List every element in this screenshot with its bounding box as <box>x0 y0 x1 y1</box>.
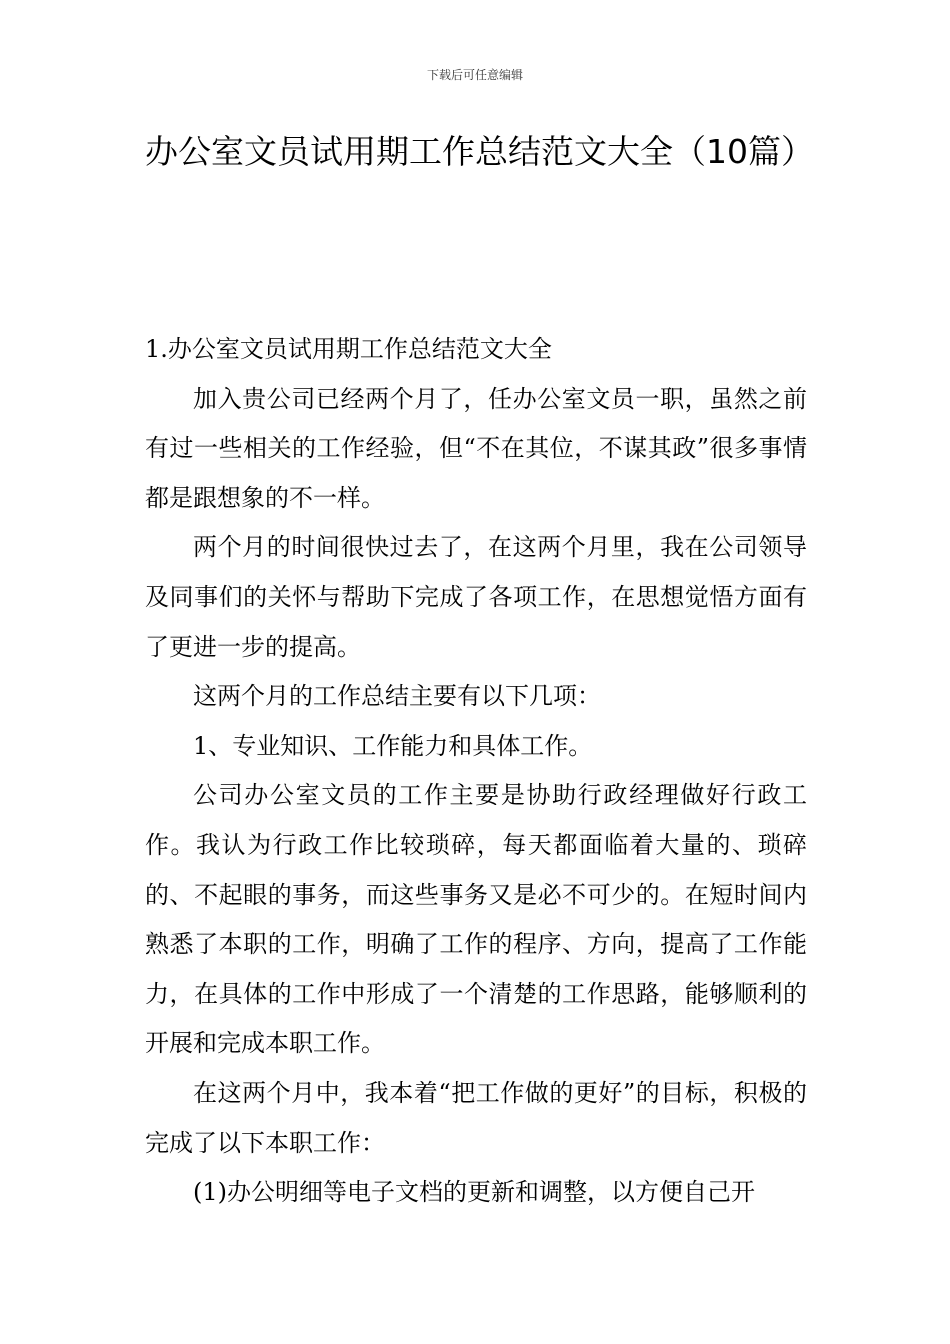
paragraph: (1)办公明细等电子文档的更新和调整，以方便自己开 <box>193 1178 755 1207</box>
paragraph: 加入贵公司已经两个月了，任办公室文员一职，虽然之前有过一些相关的工作经验，但“不在其位，不谋其政”很多事情都是跟想象的不一样。 <box>145 384 807 512</box>
paragraph: 这两个月的工作总结主要有以下几项： <box>193 682 601 711</box>
paragraph: 公司办公室文员的工作主要是协助行政经理做好行政工作。我认为行政工作比较琐碎，每天都面临着大量的、琐碎的、不起眼的事务，而这些事务又是必不可少的。在短时间内熟悉了本职的工作，明确了工作的程序、方向，提高了工作能力，在具体的工作中形成了一个清楚的工作思路，能够顺利的开展和完成本职工作。 <box>145 781 807 1058</box>
page-header-note: 下载后可任意编辑 <box>426 68 523 82</box>
paragraph: 1、专业知识、工作能力和具体工作。 <box>193 731 593 760</box>
document-title: 办公室文员试用期工作总结范文大全（10篇） <box>145 132 814 171</box>
paragraph: 在这两个月中，我本着“把工作做的更好”的目标，积极的完成了以下本职工作： <box>145 1078 807 1157</box>
paragraph: 两个月的时间很快过去了，在这两个月里，我在公司领导及同事们的关怀与帮助下完成了各项工作，在思想觉悟方面有了更进一步的提高。 <box>145 533 807 661</box>
document-body <box>145 325 807 1218</box>
section-heading: 1.办公室文员试用期工作总结范文大全 <box>145 335 552 363</box>
